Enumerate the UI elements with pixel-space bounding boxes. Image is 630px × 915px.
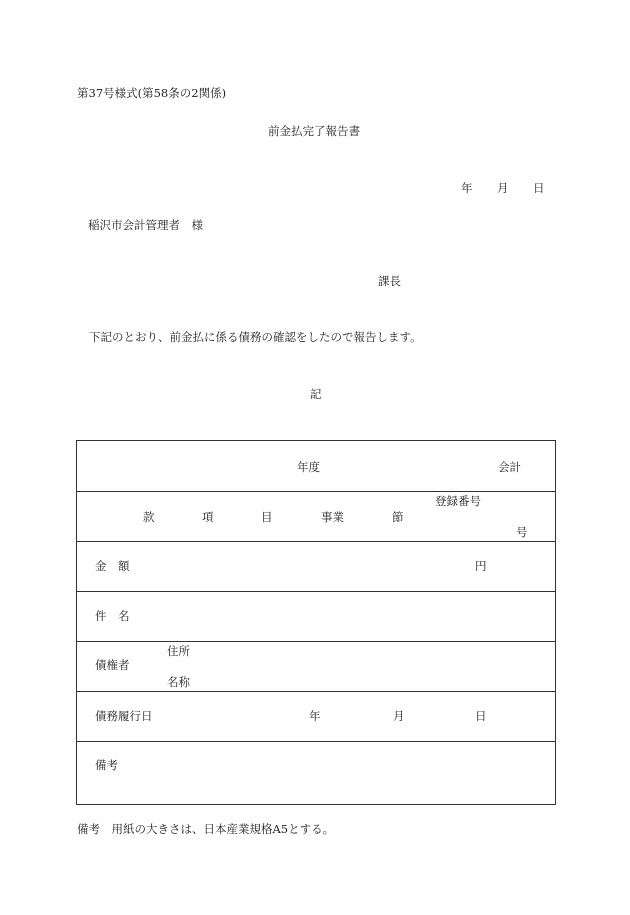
performance-date-label: 債務履行日: [95, 709, 153, 723]
table-divider: [77, 741, 555, 742]
creditor-name-label: 名称: [167, 675, 190, 689]
ki-heading: 記: [310, 387, 322, 401]
date-year-label: 年: [461, 181, 473, 195]
table-divider: [77, 641, 555, 642]
table-divider: [77, 541, 555, 542]
registration-number-label: 登録番号: [435, 494, 481, 508]
table-divider: [77, 491, 555, 492]
sender-title: 課長: [378, 274, 401, 288]
fiscal-year-label: 年度: [297, 460, 320, 474]
form-number: 第37号様式(第58条の2関係): [77, 86, 227, 100]
footnote: 備考 用紙の大きさは、日本産業規格A5とする。: [77, 822, 335, 836]
intro-text: 下記のとおり、前金払に係る債務の確認をしたので報告します。: [89, 330, 422, 344]
subject-label: 件 名: [95, 609, 130, 623]
performance-month-label: 月: [393, 709, 405, 723]
yen-unit-label: 円: [475, 559, 487, 573]
remarks-label: 備考: [95, 758, 118, 772]
table-divider: [77, 691, 555, 692]
addressee: 稲沢市会計管理者 様: [88, 218, 203, 232]
jigyou-label: 事業: [321, 510, 344, 524]
creditor-address-label: 住所: [167, 644, 190, 658]
document-title: 前金払完了報告書: [268, 124, 360, 138]
kou-label: 項: [202, 510, 214, 524]
table-divider: [77, 591, 555, 592]
amount-label: 金 額: [95, 559, 130, 573]
date-day-label: 日: [533, 181, 545, 195]
report-table: [76, 440, 556, 805]
performance-day-label: 日: [475, 709, 487, 723]
date-month-label: 月: [497, 181, 509, 195]
kan-label: 款: [143, 510, 155, 524]
creditor-label: 債権者: [95, 658, 130, 672]
moku-label: 目: [261, 510, 273, 524]
performance-year-label: 年: [309, 709, 321, 723]
account-label: 会計: [498, 460, 521, 474]
setsu-label: 節: [392, 510, 404, 524]
number-suffix-label: 号: [516, 525, 528, 539]
